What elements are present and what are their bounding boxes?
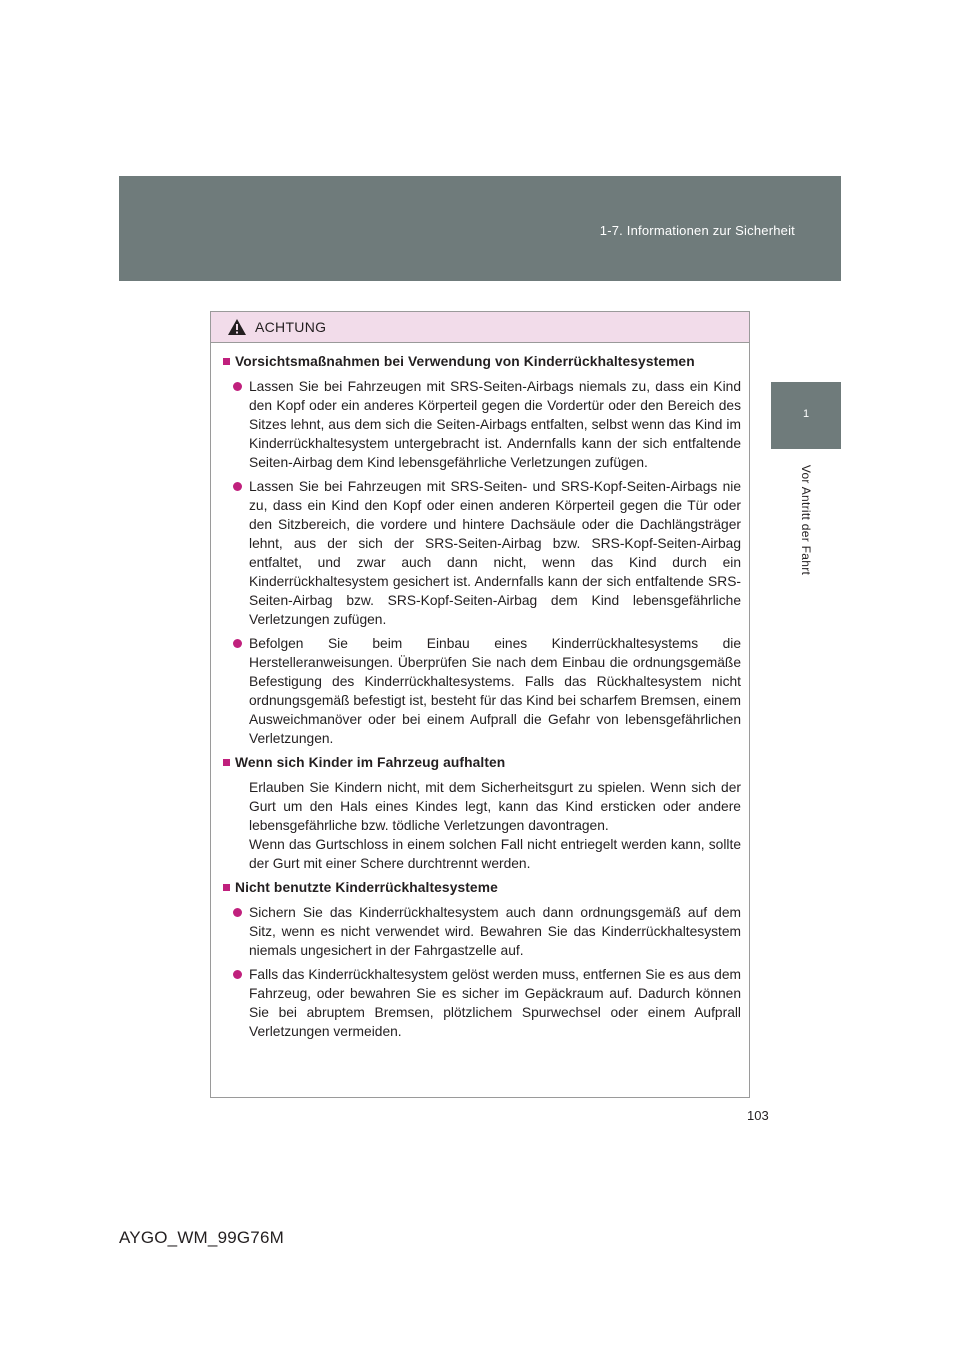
paragraph: Erlauben Sie Kindern nicht, mit dem Sicherheitsgurt zu spielen. Wenn sich der Gurt um den Hals eines Kindes legt, kann das Kind ersticken oder andere lebensgefährliche bzw. tödliche Verletzungen davontragen. — [249, 780, 741, 833]
square-bullet-icon — [223, 759, 230, 766]
chapter-label: Vor Antritt der Fahrt — [799, 464, 813, 576]
bullet-text: Sichern Sie das Kinderrückhaltesystem auch dann ordnungsgemäß auf dem Sitz, wenn es nicht verwendet wird. Bewahren Sie das Kinderrückhaltesystem niemals ungesichert in der Fahrgastzelle auf. — [249, 905, 741, 958]
bullet-text: Lassen Sie bei Fahrzeugen mit SRS-Seiten- und SRS-Kopf-Seiten-Airbags nie zu, dass ein Kind den Kopf oder einen anderen Körperteil gegen die Tür oder den Sitzbereich, die vordere und hintere Dachsäule oder die Dachlängsträger lehnt, aus der sich der SRS-Seiten-Airbag bzw. SRS-Kopf-Seiten-Airbag entfaltet, und zwar auch dann nicht, wenn das Kind durch ein Kinderrückhaltesystem gesichert ist. Andernfalls kann der sich entfaltende SRS-Seiten-Airbag bzw. SRS-Kopf-Seiten-Airbag dem Kind lebensgefährliche Verletzungen zufügen. — [249, 479, 741, 627]
round-bullet-icon — [233, 639, 242, 648]
bullet-item — [219, 377, 741, 472]
page-number: 103 — [747, 1108, 769, 1123]
warning-box — [210, 311, 750, 1098]
bullet-text: Befolgen Sie beim Einbau eines Kinderrückhaltesystems die Herstelleranweisungen. Überprüfen Sie nach dem Einbau die ordnungsgemäße Befestigung des Kinderrückhaltesystems. Falls das Rückhaltesystem nicht ordnungsgemäß befestigt ist, besteht für das Kind bei scharfem Bremsen, einem Ausweichmanöver oder bei einem Aufprall die Gefahr von lebensgefährlichen Verletzungen. — [249, 636, 741, 746]
bullet-item — [219, 903, 741, 960]
paragraph: Wenn das Gurtschloss in einem solchen Fall nicht entriegelt werden kann, sollte der Gurt mit einer Schere durchtrennt werden. — [249, 837, 741, 871]
section-title: 1-7. Informationen zur Sicherheit — [599, 223, 795, 238]
warning-title: ACHTUNG — [255, 319, 327, 335]
warning-header — [211, 312, 749, 343]
bullet-text: Falls das Kinderrückhaltesystem gelöst werden muss, entfernen Sie es aus dem Fahrzeug, oder bewahren Sie es sicher im Gepäckraum auf. Dadurch können Sie bei abruptem Bremsen, plötzlichem Spurwechsel oder einem Aufprall Verletzungen vermeiden. — [249, 967, 741, 1039]
chapter-number: 1 — [802, 408, 810, 420]
document-code: AYGO_WM_99G76M — [119, 1228, 284, 1247]
chapter-tab — [771, 382, 841, 449]
round-bullet-icon — [233, 908, 242, 917]
round-bullet-icon — [233, 382, 242, 391]
section-heading: Vorsichtsmaßnahmen bei Verwendung von Kinderrückhaltesystemen — [219, 352, 741, 371]
warning-body — [211, 343, 749, 1041]
bullet-item — [219, 477, 741, 629]
square-bullet-icon — [223, 884, 230, 891]
bullet-item — [219, 965, 741, 1041]
bullet-text: Lassen Sie bei Fahrzeugen mit SRS-Seiten-Airbags niemals zu, dass ein Kind den Kopf oder ein anderes Körperteil gegen die Vordertür oder den Bereich des Sitzes lehnt, aus dem sich die Seiten-Airbags entfalten, selbst wenn das Kind im Kinderrückhaltesystem untergebracht ist. Andernfalls kann der sich entfaltende Seiten-Airbag dem Kind lebensgefährliche Verletzungen zufügen. — [249, 379, 741, 470]
warning-triangle-icon — [227, 318, 247, 336]
square-bullet-icon — [223, 358, 230, 365]
section-heading: Nicht benutzte Kinderrückhaltesysteme — [219, 878, 741, 897]
round-bullet-icon — [233, 482, 242, 491]
bullet-item — [219, 634, 741, 748]
paragraph-group — [219, 778, 741, 873]
section-heading: Wenn sich Kinder im Fahrzeug aufhalten — [219, 753, 741, 772]
round-bullet-icon — [233, 970, 242, 979]
header-band — [119, 176, 841, 281]
